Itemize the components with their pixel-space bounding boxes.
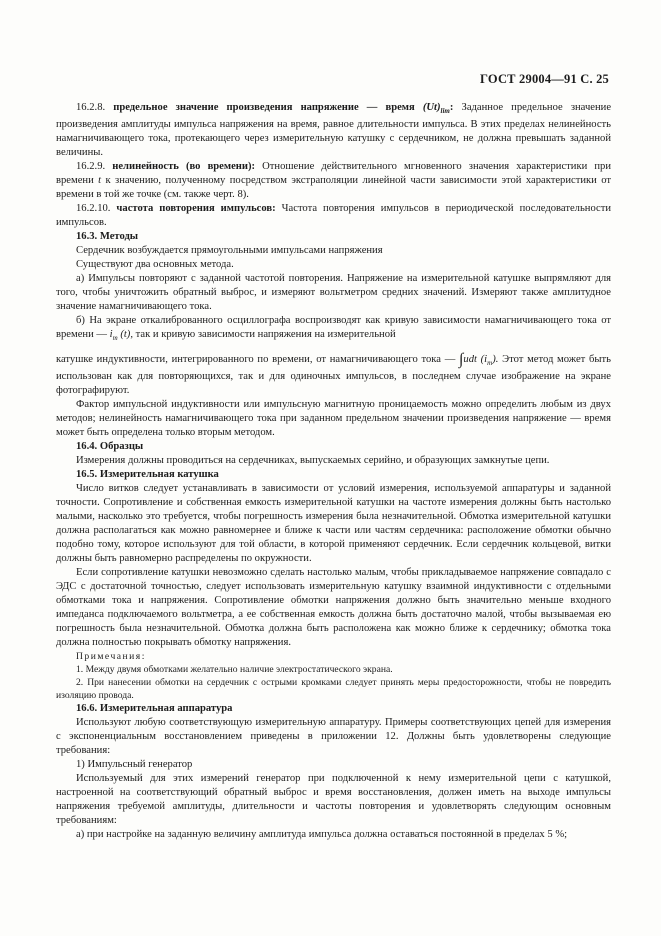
term: предельное значение произведения напряжение — время xyxy=(113,102,415,113)
paragraph-method-a: а) Импульсы повторяют с заданной частотой повторения. Напряжение на измерительной катушке выпрямляют для того, чтобы уничтожить обратный выброс, и измеряют вольтметром средних значений. Измеряют также амплитудное значение намагничивающего тока. xyxy=(56,273,611,313)
note-1: 1. Между двумя обмотками желательно наличие электростатического экрана. xyxy=(76,664,393,676)
clause-number: 16.2.9. xyxy=(76,161,106,173)
term: нелинейность (во времени): xyxy=(112,161,256,173)
clause-16-2-10 xyxy=(56,202,611,230)
section-heading-16-3: 16.3. Методы xyxy=(76,231,139,243)
definition: Заданное предельное значение произведения амплитуды импульса напряжения на время, равное длительности импульса. В этих пределах нелинейность намагничивающего тока, протекающего через измерительную катушку с сердечником, не должна превышать заданной величины. xyxy=(56,102,612,159)
sub-m: m xyxy=(487,359,493,368)
text: б) На экране откалиброванного осциллографа воспроизводят как кривую зависимости намагничивающего тока от времени — xyxy=(56,315,611,341)
clause-number: 16.2.8. xyxy=(76,102,106,113)
integral-sign: ∫ xyxy=(459,351,464,369)
text: катушке индуктивности, интегрированного по времени, от намагничивающего тока — xyxy=(56,354,456,366)
page-header: ГОСТ 29004—91 С. 25 xyxy=(480,72,609,86)
paragraph-coil-1: Число витков следует устанавливать в зависимости от условий измерения, используемой аппаратуры и заданной точности. Сопротивление и собственная емкость измерительной катушки на частоте измерения должны быть настолько малыми, насколько это требуется, чтобы погрешность измерения была незначительной. Обмотка измерительной катушки должна располагаться как можно равномернее и ближе к части или частям сердечника: расположение обмотки обычно подобно тому, которое используют для той области, в которой применяют сердечник. Если сердечник кольцевой, витки должны быть равномерно распределены по окружности. xyxy=(56,483,611,565)
paragraph: Существуют два основных метода. xyxy=(76,259,234,271)
paragraph-apparatus-1: Используют любую соответствующую измерительную аппаратуру. Примеры соответствующих цепей для измерения с экспоненциальным восстановлением приведены в приложении 12. Должны быть удовлетворены следующие требования: xyxy=(56,717,611,757)
formula-integral xyxy=(459,351,499,369)
symbol-subscript: lim xyxy=(440,107,450,116)
var-i: i xyxy=(109,329,113,341)
var-t: t xyxy=(98,175,102,187)
clause-16-2-9 xyxy=(56,160,611,202)
definition: Частота повторения импульсов в периодической последовательности импульсов. xyxy=(56,203,612,229)
formula-body: udt (i xyxy=(463,354,488,366)
paragraph: Сердечник возбуждается прямоугольными импульсами напряжения xyxy=(76,245,383,257)
term-symbol xyxy=(422,102,450,116)
paragraph-method-b xyxy=(56,314,611,345)
section-heading-16-4: 16.4. Образцы xyxy=(76,441,144,453)
paragraph-method-b-cont xyxy=(56,353,611,398)
symbol-text: (Ut) xyxy=(422,102,441,113)
formula-i-m-t xyxy=(109,329,133,343)
clause-number: 16.2.10. xyxy=(76,203,111,215)
paragraph-apparatus-3: Используемый для этих измерений генератор при подключенной к нему измерительной цепи с катушкой, настроенной на соответствующий обратный выброс и время восстановления, должен иметь на выходе импульсы напряжения требуемой амплитуды, длительности и частоты повторения и удовлетворять следующим основным требованиям: xyxy=(56,773,611,827)
term: частота повторения импульсов: xyxy=(116,203,276,215)
section-heading-16-6: 16.6. Измерительная аппаратура xyxy=(76,703,233,715)
formula-close: ). xyxy=(492,354,499,366)
text: Этот метод может быть использован как для повторяющихся, так и для одиночных импульсов, в последнем случае изображение на экране фотографируют. xyxy=(56,354,611,397)
definition-cont: к значению, полученному посредством экстраполяции линейной части зависимости этой характеристики от времени в той же точке (см. также черт. 8). xyxy=(56,175,611,201)
sub-m: m xyxy=(112,334,118,343)
note-2: 2. При нанесении обмотки на сердечник с острыми кромками следует принять меры предосторожности, чтобы не повредить изоляцию провода. xyxy=(56,677,611,702)
paragraph-coil-2: Если сопротивление катушки невозможно сделать настолько малым, чтобы прикладываемое напряжение совпадало с ЭДС с достаточной точностью, следует использовать измерительную катушку взаимной индуктивности с отдельными обмотками тока и напряжения. Сопротивление обмотки напряжения должно быть значительно меньше входного импеданса подключаемого вольтметра, а ее собственная емкость должна быть достаточно малой, чтобы вызываемая ею погрешность была незначительной. Обмотка должна быть расположена как можно ближе к сердечнику; обмотка тока должна полностью покрывать обмотку напряжения. xyxy=(56,567,611,649)
section-heading-16-5: 16.5. Измерительная катушка xyxy=(76,469,219,481)
paragraph-apparatus-2: 1) Импульсный генератор xyxy=(76,759,193,771)
document-body xyxy=(56,101,611,842)
definition: Отношение действительного мгновенного значения характеристики при времени xyxy=(56,161,611,187)
clause-16-2-8 xyxy=(56,101,611,160)
text: так и кривую зависимости напряжения на измерительной xyxy=(135,329,396,341)
term-colon: : xyxy=(449,102,454,113)
var-t: (t), xyxy=(120,329,133,341)
paragraph-factor: Фактор импульсной индуктивности или импульсную магнитную проницаемость можно определить любым из двух методов; нелинейность намагничивающего тока при заданном предельном значении произведения напряжение — время может быть определена только вторым методом. xyxy=(56,399,611,439)
notes-title: Примечания: xyxy=(76,651,146,663)
paragraph-apparatus-4: а) при настройке на заданную величину амплитуда импульса должна оставаться постоянной в пределах 5 %; xyxy=(76,829,568,841)
paragraph-samples: Измерения должны проводиться на сердечниках, выпускаемых серийно, и образующих замкнутые цепи. xyxy=(76,455,550,467)
